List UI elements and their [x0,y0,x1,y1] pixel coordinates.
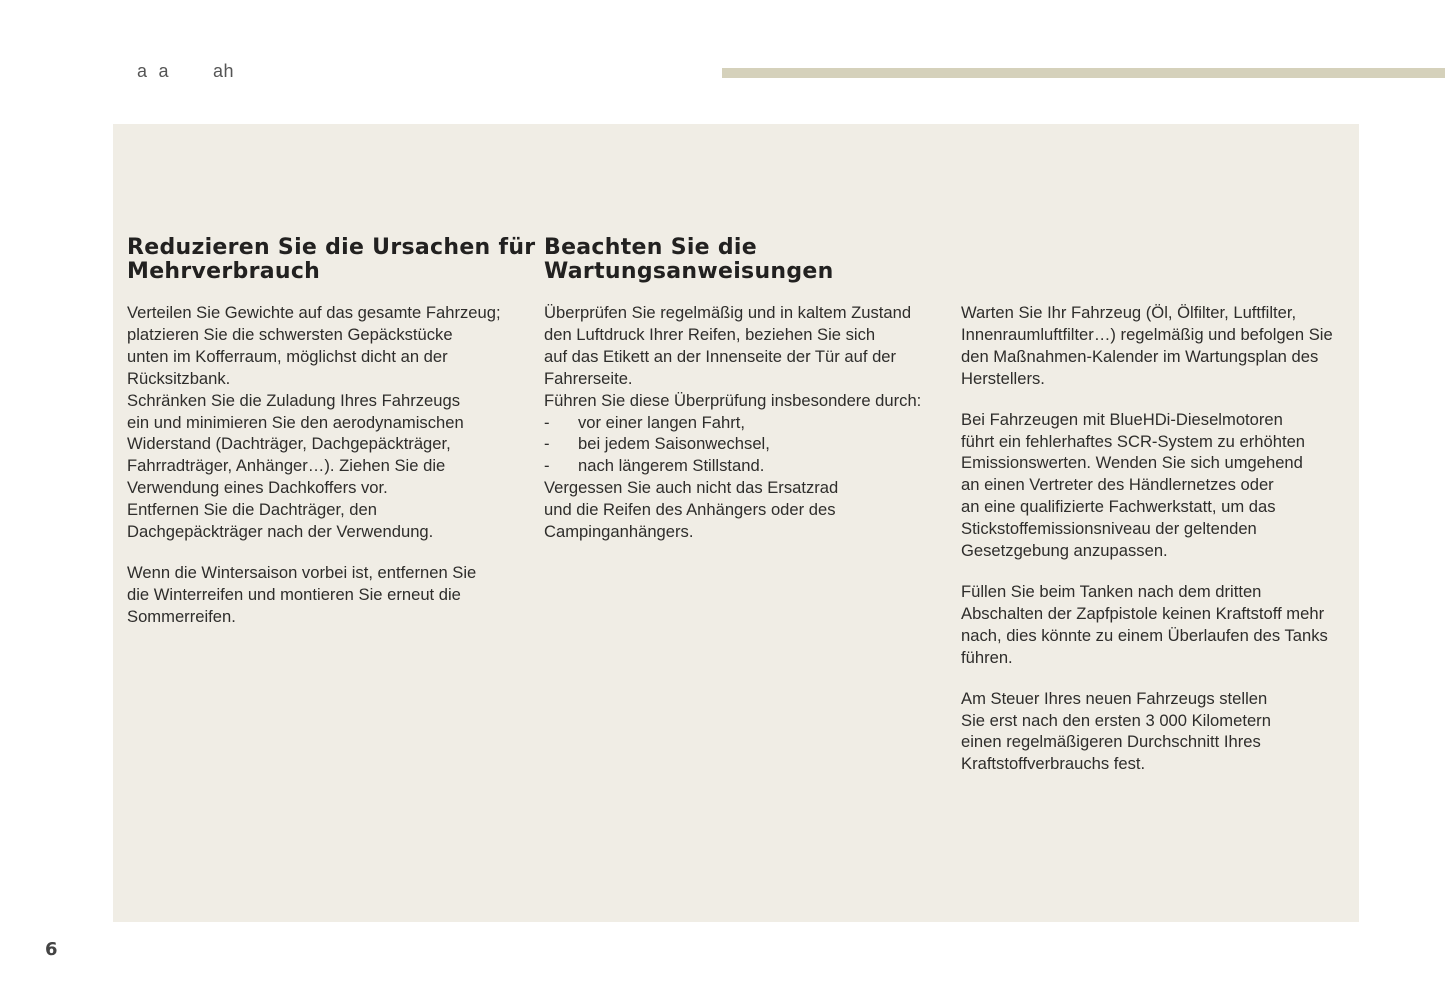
bullet-dash: - [544,412,550,432]
text-line: unten im Kofferraum, möglichst dicht an der [127,346,448,366]
text-line: Emissionswerten. Wenden Sie sich umgehend [961,453,1303,473]
text-line: Überprüfen Sie regelmäßig und in kaltem Zustand [544,303,912,322]
text-line: Wenn die Wintersaison vorbei ist, entfernen Sie [127,562,477,582]
section-heading [544,236,926,302]
text-line: Füllen Sie beim Tanken nach dem dritten [961,581,1262,601]
section-heading [127,235,536,302]
text-line: Sie erst nach den ersten 3 000 Kilometern [961,710,1271,730]
bullet-item [544,412,926,434]
paragraph [961,581,1343,669]
paragraph [961,688,1343,776]
text-line: Verteilen Sie Gewichte auf das gesamte Fahrzeug; [127,303,501,322]
bullet-item [544,433,926,455]
bullet-text: vor einer langen Fahrt, [578,412,745,432]
text-line: Bei Fahrzeugen mit BlueHDi-Dieselmotoren [961,409,1283,429]
text-line: Dachgepäckträger nach der Verwendung. [127,522,434,542]
paragraph [961,302,1343,390]
text-line: Campinganhängers. [544,522,694,542]
heading-spacer [961,236,1343,302]
text-line: führt ein fehlerhaftes SCR-System zu erhöhten [961,431,1306,451]
text-line: Schränken Sie die Zuladung Ihres Fahrzeugs [127,390,460,410]
text-line: Vergessen Sie auch nicht das Ersatzrad [544,478,839,498]
text-line: Innenraumluftfilter…) regelmäßig und befolgen Sie [961,324,1333,344]
text-line: Kraftstoffverbrauchs fest. [961,754,1146,774]
heading-line: Mehrverbrauch [127,259,321,284]
text-line: Sommerreifen. [127,606,236,626]
text-line: platzieren Sie die schwersten Gepäckstücke [127,324,453,344]
text-line: an eine qualifizierte Fachwerkstatt, um das [961,497,1276,517]
bullet-dash: - [544,434,550,454]
paragraph [127,302,509,543]
text-line: Herstellers. [961,368,1045,388]
heading-line: Reduzieren Sie die Ursachen für [127,235,536,260]
text-line: Gesetzgebung anzupassen. [961,541,1168,561]
text-line: an einen Vertreter des Händlernetzes oder [961,475,1274,495]
text-line: Rücksitzbank. [127,368,231,388]
text-line: Warten Sie Ihr Fahrzeug (Öl, Ölfilter, Luftfilter, [961,303,1297,322]
text-line: einen regelmäßigeren Durchschnitt Ihres [961,732,1261,752]
text-line: auf das Etikett an der Innenseite der Tür auf der [544,346,897,366]
text-line: den Maßnahmen-Kalender im Wartungsplan des [961,346,1319,366]
text-line: Am Steuer Ihres neuen Fahrzeugs stellen [961,688,1268,708]
column-reduce-consumption [127,235,536,647]
column-maintenance-instructions [544,236,926,562]
text-line: Führen Sie diese Überprüfung insbesondere durch: [544,390,922,410]
bullet-item [544,455,926,477]
text-line: Abschalten der Zapfpistole keinen Kraftstoff mehr [961,603,1325,623]
heading-line: Wartungsanweisungen [544,259,834,284]
paragraph [961,409,1343,562]
bullet-text: bei jedem Saisonwechsel, [578,434,770,454]
text-line: Stickstoffemissionsniveau der geltenden [961,519,1257,539]
text-line: Widerstand (Dachträger, Dachgepäckträger, [127,434,451,454]
text-line: Entfernen Sie die Dachträger, den [127,500,377,520]
column-maintenance-continued [961,236,1343,794]
heading-line: Beachten Sie die [544,235,757,260]
running-head: a a ah [137,61,235,81]
text-line: nach, dies könnte zu einem Überlaufen des Tanks [961,625,1328,645]
bullet-text: nach längerem Stillstand. [578,456,765,476]
text-line: ein und minimieren Sie den aerodynamischen [127,412,464,432]
text-line: und die Reifen des Anhängers oder des [544,500,836,520]
text-line: Fahrradträger, Anhänger…). Ziehen Sie die [127,456,446,476]
text-line: den Luftdruck Ihrer Reifen, beziehen Sie sich [544,324,876,344]
paragraph [127,562,509,628]
header-accent-bar [722,68,1445,78]
page-number: 6 [45,939,58,960]
content-panel [113,124,1359,922]
text-line: die Winterreifen und montieren Sie erneut die [127,584,461,604]
text-line: führen. [961,647,1013,667]
bullet-dash: - [544,456,550,476]
text-line: Fahrerseite. [544,368,633,388]
paragraph [544,302,926,543]
text-line: Verwendung eines Dachkoffers vor. [127,478,388,498]
